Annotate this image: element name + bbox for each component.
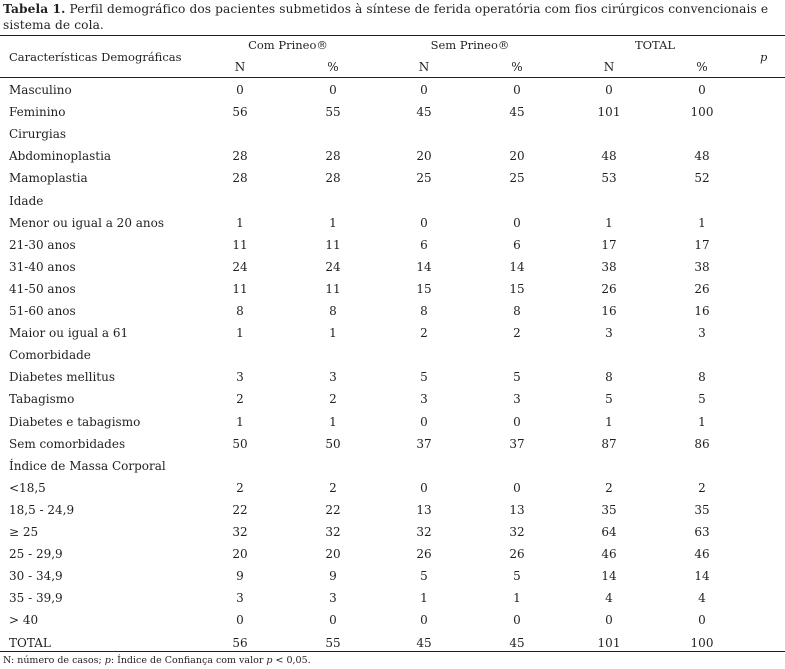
header-sub-percent: % xyxy=(696,60,708,74)
table-cell: 1 xyxy=(605,215,613,230)
table-cell: 3 xyxy=(329,370,337,385)
table-cell: 0 xyxy=(698,83,706,97)
header-row-label: Características Demográficas xyxy=(9,50,182,64)
table-cell: 11 xyxy=(232,281,248,296)
table-cell: 9 xyxy=(329,569,337,584)
table-cell: 32 xyxy=(509,525,525,539)
footnote-e: < 0,05. xyxy=(272,655,311,666)
table-cell: 0 xyxy=(605,83,613,97)
table-cell: 0 xyxy=(420,83,428,97)
row-label: Índice de Massa Corporal xyxy=(9,458,166,473)
table-cell: 28 xyxy=(325,149,341,164)
table-cell: 8 xyxy=(329,304,337,318)
table-cell: 26 xyxy=(509,547,525,562)
table-cell: 0 xyxy=(513,613,521,628)
table-cell: 20 xyxy=(232,547,248,562)
header-sub-percent: % xyxy=(327,60,339,74)
row-label: Menor ou igual a 20 anos xyxy=(9,215,165,230)
table-cell: 2 xyxy=(329,392,337,407)
table-cell: 3 xyxy=(698,326,706,341)
table-cell: 5 xyxy=(513,569,521,584)
table-cell: 1 xyxy=(236,414,244,429)
table-cell: 1 xyxy=(329,414,337,429)
row-label: 41-50 anos xyxy=(9,281,76,296)
table-cell: 14 xyxy=(509,259,525,274)
table-cell: 1 xyxy=(329,215,337,230)
table-cell: 25 xyxy=(509,171,525,186)
table-cell: 20 xyxy=(509,149,525,164)
table-cell: 0 xyxy=(513,414,521,429)
table-cell: 35 xyxy=(694,502,710,517)
table-cell: 50 xyxy=(325,436,341,451)
table-cell: 3 xyxy=(420,392,428,407)
caption-label: Tabela 1. xyxy=(3,2,66,16)
row-label: 21-30 anos xyxy=(9,237,76,252)
table-cell: 46 xyxy=(601,547,617,562)
row-label: TOTAL xyxy=(9,635,51,650)
table-cell: 1 xyxy=(236,215,244,230)
table-cell: 0 xyxy=(420,215,428,230)
row-label: Cirurgias xyxy=(9,127,67,142)
table-cell: 35 xyxy=(601,502,617,517)
table-cell: 15 xyxy=(416,281,432,296)
table-cell: 6 xyxy=(513,237,521,252)
table-cell: 15 xyxy=(509,281,525,296)
table-cell: 2 xyxy=(605,480,613,495)
table-cell: 16 xyxy=(694,304,710,318)
table-cell: 38 xyxy=(694,259,710,274)
table-cell: 2 xyxy=(329,480,337,495)
table-cell: 2 xyxy=(420,326,428,341)
table-cell: 5 xyxy=(698,392,706,407)
table-cell: 0 xyxy=(329,83,337,97)
table-cell: 100 xyxy=(690,105,714,120)
table-cell: 1 xyxy=(236,326,244,341)
row-label: > 40 xyxy=(9,613,39,628)
row-label: Comorbidade xyxy=(9,348,91,363)
table-cell: 64 xyxy=(601,525,617,539)
table-cell: 101 xyxy=(597,635,621,650)
table-cell: 5 xyxy=(420,569,428,584)
header-group-total: TOTAL xyxy=(634,38,676,52)
table-cell: 11 xyxy=(325,237,341,252)
row-label: Mamoplastia xyxy=(9,171,88,186)
table-cell: 1 xyxy=(605,414,613,429)
table-cell: 28 xyxy=(325,171,341,186)
table-cell: 5 xyxy=(605,392,613,407)
table-cell: 2 xyxy=(236,392,244,407)
table-cell: 8 xyxy=(513,304,521,318)
table-cell: 1 xyxy=(513,591,521,606)
table-caption xyxy=(3,1,783,33)
table-cell: 16 xyxy=(601,304,617,318)
table-cell: 0 xyxy=(236,83,244,97)
footnote-d: p xyxy=(266,655,273,666)
caption-text: Perfil demográfico dos pacientes submetidos à síntese de ferida operatória com fios cirúrgicos convencionais e sistema de cola. xyxy=(3,2,769,32)
row-label: Abdominoplastia xyxy=(9,149,112,164)
row-label: Sem comorbidades xyxy=(9,436,126,451)
table-cell: 20 xyxy=(416,149,432,164)
row-label: 18,5 - 24,9 xyxy=(9,502,75,517)
table-cell: 37 xyxy=(416,436,432,451)
table-cell: 9 xyxy=(236,569,244,584)
header-group-sem-prineo: Sem Prineo® xyxy=(430,38,510,52)
table-cell: 37 xyxy=(509,436,525,451)
row-label: Diabetes e tabagismo xyxy=(9,414,141,429)
table-cell: 0 xyxy=(329,613,337,628)
table-cell: 55 xyxy=(325,105,341,120)
row-label: 25 - 29,9 xyxy=(9,547,63,562)
table-cell: 14 xyxy=(694,569,710,584)
table-cell: 17 xyxy=(694,237,710,252)
table-cell: 24 xyxy=(325,259,341,274)
table-cell: 5 xyxy=(420,370,428,385)
table-cell: 24 xyxy=(232,259,248,274)
row-label: Masculino xyxy=(9,83,72,97)
table-cell: 26 xyxy=(694,281,710,296)
table-cell: 14 xyxy=(416,259,432,274)
table-cell: 100 xyxy=(690,635,714,650)
table-cell: 101 xyxy=(597,105,621,120)
table-cell: 11 xyxy=(232,237,248,252)
header-group-com-prineo: Com Prineo® xyxy=(248,38,328,52)
footnote-a: N: número de casos; xyxy=(3,655,105,666)
table-cell: 13 xyxy=(416,502,432,517)
table-cell: 46 xyxy=(694,547,710,562)
table-cell: 0 xyxy=(420,480,428,495)
header-sub-n: N xyxy=(603,60,615,74)
table-cell: 2 xyxy=(698,480,706,495)
header-sub-n: N xyxy=(418,60,430,74)
table-footnote xyxy=(3,655,311,667)
table-cell: 3 xyxy=(236,591,244,606)
table-cell: 25 xyxy=(416,171,432,186)
row-label: Idade xyxy=(9,193,44,208)
table-cell: 45 xyxy=(416,105,432,120)
table-cell: 38 xyxy=(601,259,617,274)
table-cell: 4 xyxy=(698,591,706,606)
table-cell: 22 xyxy=(325,502,341,517)
table-cell: 0 xyxy=(513,215,521,230)
table-cell: 22 xyxy=(232,502,248,517)
header-p: p xyxy=(760,50,768,64)
table-cell: 2 xyxy=(236,480,244,495)
row-label: 31-40 anos xyxy=(9,259,76,274)
table-cell: 56 xyxy=(232,105,248,120)
table-cell: 17 xyxy=(601,237,617,252)
table-cell: 3 xyxy=(236,370,244,385)
row-label: Maior ou igual a 61 xyxy=(9,326,129,341)
table-cell: 5 xyxy=(513,370,521,385)
row-label: 51-60 anos xyxy=(9,304,76,318)
table-cell: 0 xyxy=(420,414,428,429)
table-cell: 6 xyxy=(420,237,428,252)
table-cell: 45 xyxy=(509,635,525,650)
table-cell: 13 xyxy=(509,502,525,517)
row-label: ≥ 25 xyxy=(9,525,39,539)
table-cell: 55 xyxy=(325,635,341,650)
top-rule xyxy=(0,35,785,36)
table-cell: 45 xyxy=(509,105,525,120)
table-cell: 1 xyxy=(420,591,428,606)
table-cell: 48 xyxy=(694,149,710,164)
header-sub-percent: % xyxy=(511,60,523,74)
table-cell: 2 xyxy=(513,326,521,341)
table-cell: 0 xyxy=(513,480,521,495)
table-cell: 1 xyxy=(698,414,706,429)
footnote-c: : Índice de Confiança com valor xyxy=(110,655,267,666)
table-cell: 8 xyxy=(605,370,613,385)
table-cell: 11 xyxy=(325,281,341,296)
row-label: 30 - 34,9 xyxy=(9,569,63,584)
table-cell: 8 xyxy=(698,370,706,385)
table-cell: 0 xyxy=(698,613,706,628)
table-cell: 3 xyxy=(513,392,521,407)
row-label: Diabetes mellitus xyxy=(9,370,115,385)
table-cell: 56 xyxy=(232,635,248,650)
row-label: <18,5 xyxy=(9,480,46,495)
table-cell: 14 xyxy=(601,569,617,584)
table-cell: 32 xyxy=(325,525,341,539)
header-rule xyxy=(0,77,785,78)
row-label: Feminino xyxy=(9,105,66,120)
bottom-rule xyxy=(0,651,785,652)
table-cell: 63 xyxy=(694,525,710,539)
table-cell: 87 xyxy=(601,436,617,451)
table-cell: 0 xyxy=(605,613,613,628)
table-cell: 28 xyxy=(232,149,248,164)
table-cell: 53 xyxy=(601,171,617,186)
table-cell: 3 xyxy=(605,326,613,341)
table-cell: 0 xyxy=(236,613,244,628)
row-label: 35 - 39,9 xyxy=(9,591,63,606)
table-cell: 32 xyxy=(232,525,248,539)
table-cell: 1 xyxy=(329,326,337,341)
table-cell: 50 xyxy=(232,436,248,451)
table-cell: 8 xyxy=(420,304,428,318)
table-cell: 48 xyxy=(601,149,617,164)
table-cell: 45 xyxy=(416,635,432,650)
table-cell: 1 xyxy=(698,215,706,230)
table-cell: 26 xyxy=(601,281,617,296)
table-cell: 20 xyxy=(325,547,341,562)
table-cell: 86 xyxy=(694,436,710,451)
table-cell: 3 xyxy=(329,591,337,606)
table-cell: 28 xyxy=(232,171,248,186)
table-cell: 32 xyxy=(416,525,432,539)
table-cell: 26 xyxy=(416,547,432,562)
row-label: Tabagismo xyxy=(9,392,75,407)
table-cell: 0 xyxy=(513,83,521,97)
header-sub-n: N xyxy=(234,60,246,74)
footnote-b: p xyxy=(104,655,111,666)
table-cell: 52 xyxy=(694,171,710,186)
table-cell: 8 xyxy=(236,304,244,318)
table-cell: 4 xyxy=(605,591,613,606)
table-cell: 0 xyxy=(420,613,428,628)
